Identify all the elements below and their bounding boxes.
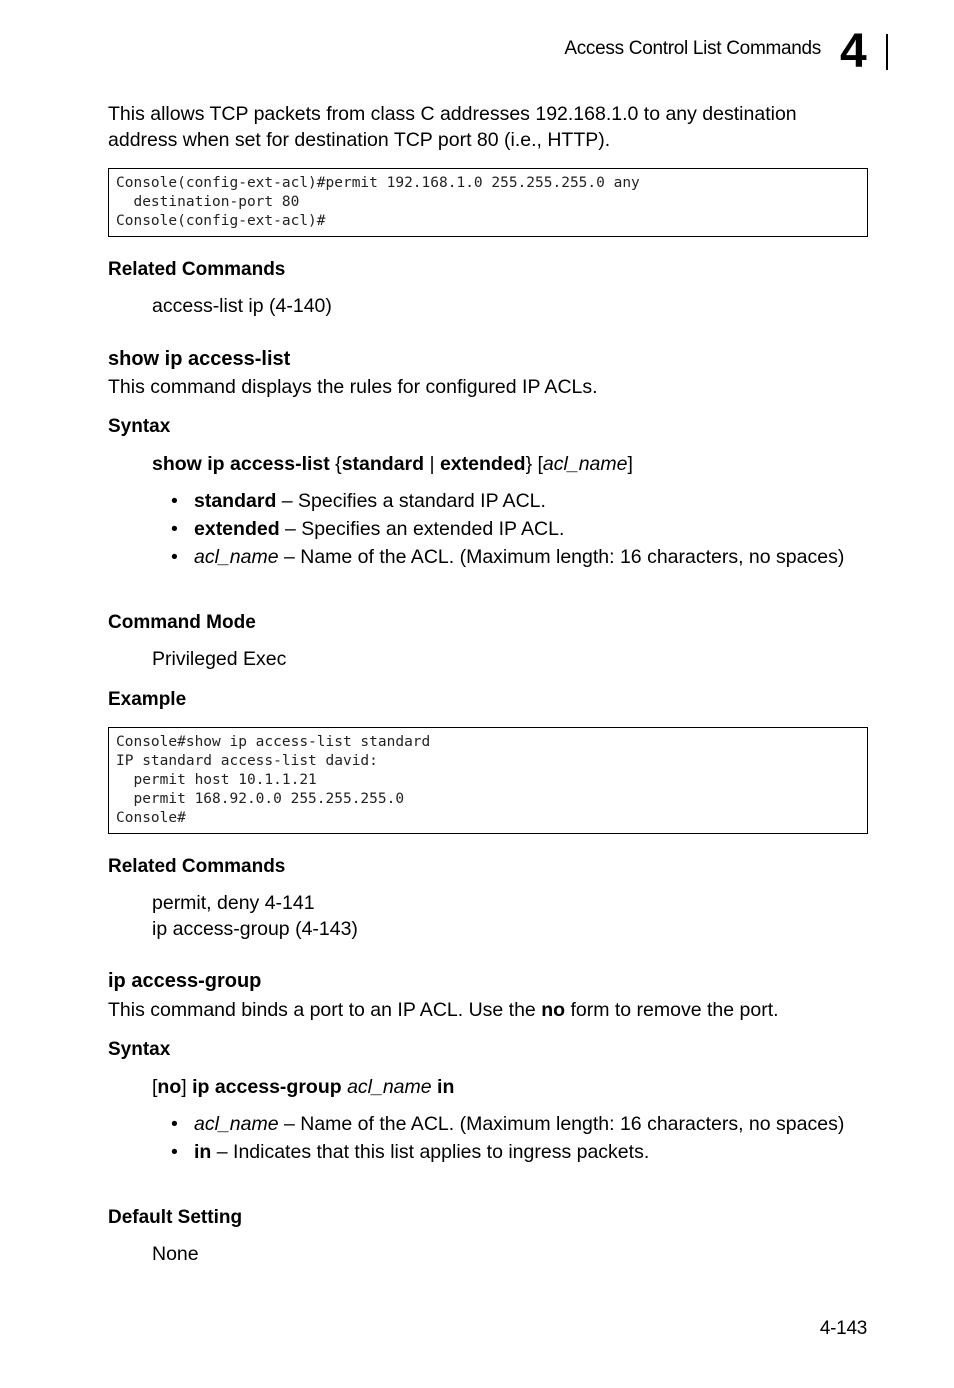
syntax-command: show ip access-list <box>152 453 330 475</box>
related-commands-heading: Related Commands <box>108 259 286 280</box>
syntax-line: show ip access-list {standard | extended} [acl_name] <box>152 453 633 475</box>
running-header: Access Control List Commands <box>564 38 821 59</box>
chapter-divider <box>886 34 888 70</box>
command-mode-heading: Command Mode <box>108 612 256 633</box>
default-setting-heading: Default Setting <box>108 1207 243 1228</box>
command-title-ip-access-group: ip access-group <box>108 970 262 992</box>
command-mode-value: Privileged Exec <box>152 648 287 670</box>
command-description: This command displays the rules for configured IP ACLs. <box>108 376 598 398</box>
related-commands-heading: Related Commands <box>108 856 286 877</box>
list-item: • extended – Specifies an extended IP ACL. <box>171 517 868 542</box>
parameter-list <box>108 489 868 573</box>
parameter-list <box>108 1112 868 1168</box>
syntax-command: ip access-group <box>192 1076 342 1098</box>
syntax-heading: Syntax <box>108 1039 171 1060</box>
chapter-number: 4 <box>840 25 867 78</box>
syntax-heading: Syntax <box>108 416 171 437</box>
related-command-item: permit, deny 4-141 <box>152 892 315 914</box>
related-command-item: ip access-group (4-143) <box>152 918 358 940</box>
list-item: • acl_name – Name of the ACL. (Maximum length: 16 characters, no spaces) <box>171 1112 868 1137</box>
list-item: • in – Indicates that this list applies to ingress packets. <box>171 1140 868 1165</box>
list-item: • acl_name – Name of the ACL. (Maximum length: 16 characters, no spaces) <box>171 545 868 570</box>
default-setting-value: None <box>152 1243 199 1265</box>
example-heading: Example <box>108 689 187 710</box>
syntax-line: [no] ip access-group acl_name in <box>152 1076 455 1098</box>
command-title-show-ip-access-list: show ip access-list <box>108 348 291 370</box>
intro-paragraph: This allows TCP packets from class C addresses 192.168.1.0 to any destination address when set for destination TCP port 80 (i.e., HTTP). <box>108 103 797 151</box>
page-number: 4-143 <box>819 1318 867 1339</box>
related-command-item: access-list ip (4-140) <box>152 295 332 317</box>
command-description: This command binds a port to an IP ACL. Use the no form to remove the port. <box>108 999 779 1021</box>
code-example-permit: Console(config-ext-acl)#permit 192.168.1.0 255.255.255.0 any destination-port 80 Console(config-ext-acl)# <box>108 168 868 237</box>
code-example-show: Console#show ip access-list standard IP standard access-list david: permit host 10.1.1.21 permit 168.92.0.0 255.255.255.0 Console# <box>108 727 868 834</box>
list-item: • standard – Specifies a standard IP ACL. <box>171 489 868 514</box>
